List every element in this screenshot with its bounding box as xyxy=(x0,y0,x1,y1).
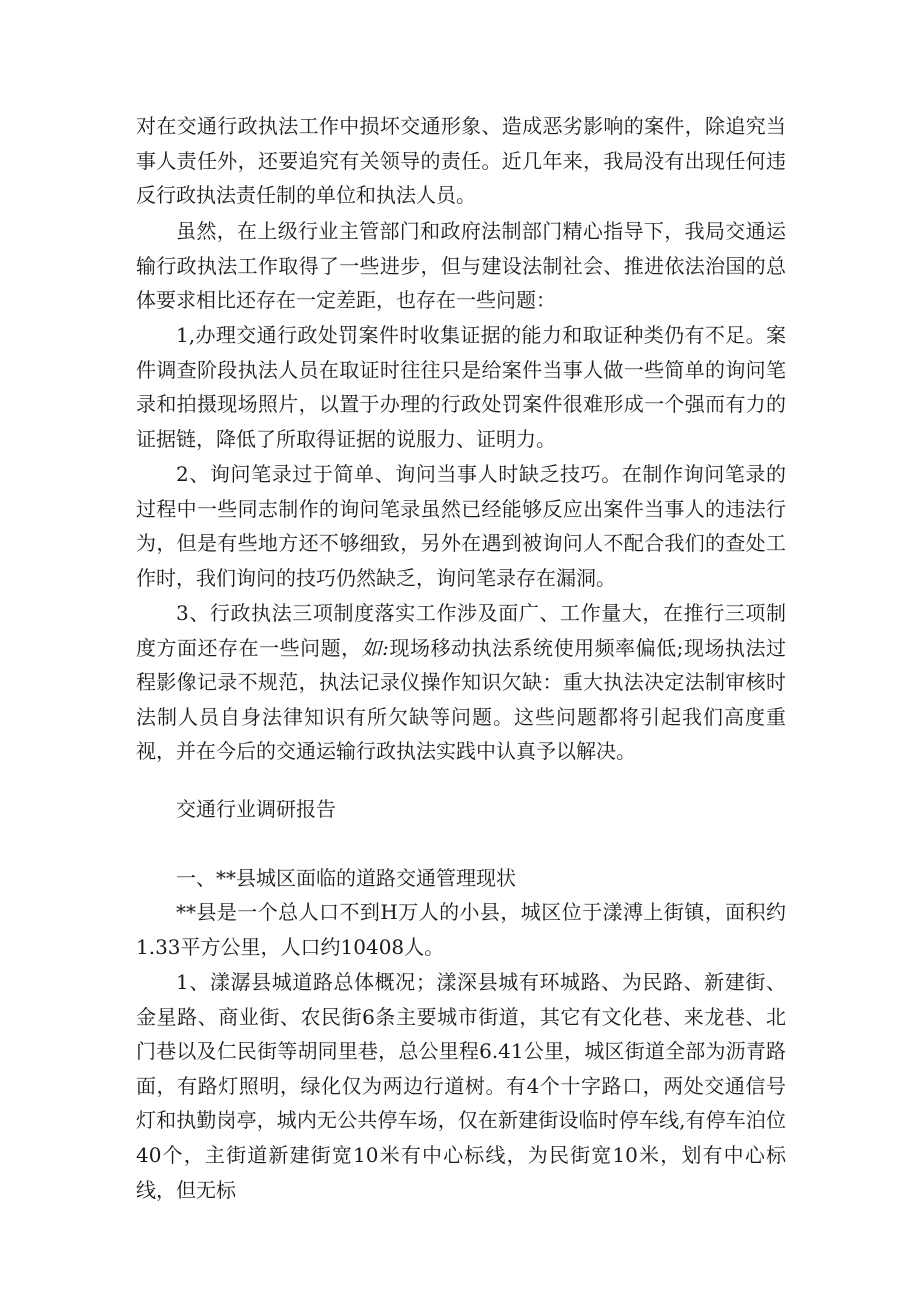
section-heading-1: 一、**县城区面临的道路交通管理现状 xyxy=(176,866,516,890)
paragraph-accountability: 对在交通行政执法工作中损坏交通形象、造成恶劣影响的案件，除追究当事人责任外，还要追究有关领导的责任。近几年来，我局没有出现任何违反行政执法责任制的单位和执法人员。 xyxy=(136,114,786,208)
paragraph-road-overview: 1、漾潺县城道路总体概况；漾深县城有环城路、为民路、新建街、金星路、商业街、农民街6条主要城市街道，其它有文化巷、来龙巷、北门巷以及仁民街等胡同里巷，总公里程6.41公里，城区街道全部为沥青路面，有路灯照明，绿化仅为两边行道树。有4个十字路口，两处交通信号灯和执勤岗亭，城内无公共停车场，仅在新建街设临时停车线,有停车泊位40个，主街道新建街宽10米有中心标线，为民街宽10米，划有中心标线，但无标 xyxy=(136,970,786,1202)
paragraph-problem-2: 2、询问笔录过于简单、询问当事人时缺乏技巧。在制作询问笔录的过程中一些同志制作的询问笔录虽然已经能够反应出案件当事人的违法行为，但是有些地方还不够细致，另外在遇到被询问人不配合我们的查处工作时，我们询问的技巧仍然缺乏，询问笔录存在漏洞。 xyxy=(136,462,786,590)
paragraph-county-overview: **县是一个总人口不到H万人的小县，城区位于漾溥上街镇，面积约1.33平方公里，人口约10408人。 xyxy=(136,900,786,959)
paragraph-problems-intro: 虽然，在上级行业主管部门和政府法制部门精心指导下，我局交通运输行政执法工作取得了一些进步，但与建设法制社会、推进依法治国的总体要求相比还存在一定差距，也存在一些问题： xyxy=(136,219,786,313)
report-title: 交通行业调研报告 xyxy=(176,797,336,821)
paragraph-problem-3 xyxy=(136,596,786,769)
paragraph-problem-3-example-marker: 如: xyxy=(361,635,389,660)
paragraph-problem-3-part-a: 3、行政执法三项制度落实工作涉及面广、工作量大，在推行三项制度方面还存在一些问题， xyxy=(136,601,786,660)
paragraph-problem-1: 1,办理交通行政处罚案件时收集证据的能力和取证种类仍有不足。案件调查阶段执法人员在取证时往往只是给案件当事人做一些简单的询问笔录和拍摄现场照片，以置于办理的行政处罚案件很难形成一个强而有力的证据链，降低了所取得证据的说服力、证明力。 xyxy=(136,323,786,451)
paragraph-problem-3-part-b: 现场移动执法系统使用频率偏低;现场执法过程影像记录不规范，执法记录仪操作知识欠缺：重大执法决定法制审核时法制人员自身法律知识有所欠缺等问题。这些问题都将引起我们高度重视，并在今后的交通运输行政执法实践中认真予以解决。 xyxy=(136,635,786,764)
